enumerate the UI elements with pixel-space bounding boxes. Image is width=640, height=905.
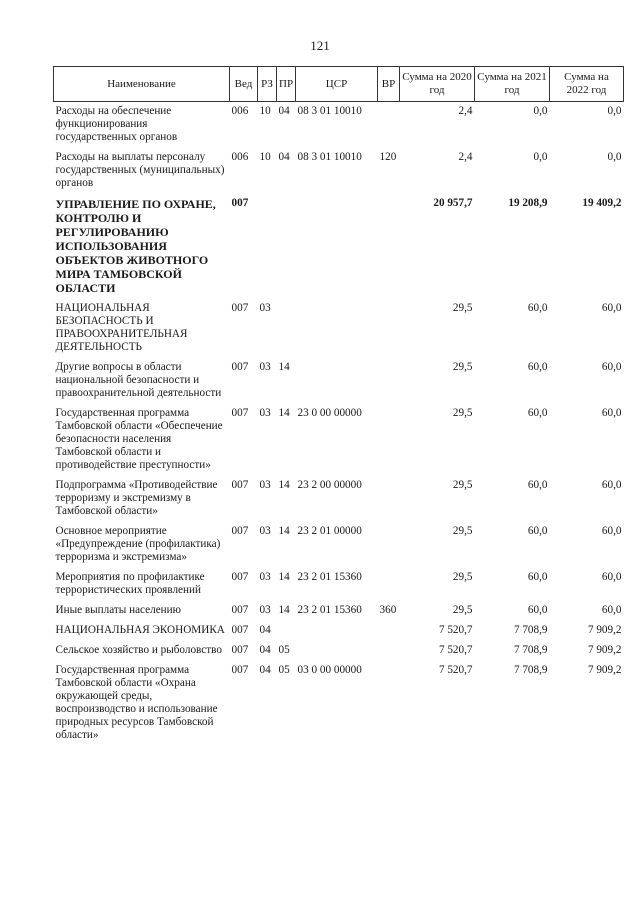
- row-sum-2020-cell: 2,4: [458, 105, 473, 117]
- row-vr-cell: 120: [379, 151, 397, 163]
- row-ved-cell: 007: [231, 197, 249, 209]
- row-pr-cell: [277, 621, 296, 641]
- row-name-cell: Подпрограмма «Противодействие терроризму и экстремизму в Тамбовской области»: [55, 479, 218, 517]
- row-csr-cell: 08 3 01 10010: [297, 151, 362, 163]
- row-csr-cell: [296, 621, 378, 641]
- row-csr-cell: 23 2 01 15360: [297, 571, 362, 583]
- row-csr-cell: [296, 358, 378, 404]
- row-rz-cell: 03: [259, 525, 271, 537]
- table-row: [54, 621, 624, 641]
- header-sum-2022: Сумма на 2022 год: [550, 67, 624, 102]
- row-csr-cell: [296, 194, 378, 299]
- row-vr-cell: [378, 476, 400, 522]
- row-sum-2022-cell: 60,0: [601, 604, 622, 616]
- row-name-cell: Государственная программа Тамбовской области «Охрана окружающей среды, воспроизводство и использование природных ресурсов Тамбовской области»: [55, 664, 218, 741]
- row-name-cell: Расходы на выплаты персоналу государственных (муниципальных) органов: [55, 151, 225, 189]
- row-rz-cell: 04: [259, 664, 271, 676]
- row-sum-2020-cell: 7 520,7: [438, 644, 473, 656]
- row-sum-2020-cell: 29,5: [452, 571, 473, 583]
- row-rz-cell: 03: [259, 302, 271, 314]
- row-sum-2021-cell: 7 708,9: [513, 624, 548, 636]
- row-csr-cell: 08 3 01 10010: [297, 105, 362, 117]
- row-name-cell: НАЦИОНАЛЬНАЯ ЭКОНОМИКА: [55, 624, 225, 636]
- row-name-cell: Иные выплаты населению: [55, 604, 181, 616]
- row-sum-2021-cell: 60,0: [527, 479, 548, 491]
- row-vr-cell: [378, 404, 400, 476]
- row-csr-cell: 23 2 01 15360: [297, 604, 362, 616]
- row-ved-cell: 007: [231, 644, 249, 656]
- row-rz-cell: 03: [259, 479, 271, 491]
- row-csr-cell: [296, 641, 378, 661]
- row-sum-2020-cell: 29,5: [452, 407, 473, 419]
- row-sum-2020-cell: 7 520,7: [438, 624, 473, 636]
- row-name-cell: Основное мероприятие «Предупреждение (профилактика) терроризма и экстремизма»: [55, 525, 221, 563]
- row-pr-cell: 05: [278, 664, 290, 676]
- row-name-cell: Сельское хозяйство и рыболовство: [55, 644, 222, 656]
- row-ved-cell: 007: [231, 407, 249, 419]
- row-sum-2020-cell: 29,5: [452, 479, 473, 491]
- row-rz-cell: 03: [259, 361, 271, 373]
- budget-table: [53, 66, 624, 746]
- row-sum-2021-cell: 0,0: [533, 105, 548, 117]
- row-sum-2020-cell: 20 957,7: [433, 197, 473, 209]
- row-sum-2022-cell: 19 409,2: [582, 197, 622, 209]
- table-row: [54, 299, 624, 358]
- row-sum-2021-cell: 60,0: [527, 604, 548, 616]
- row-vr-cell: [378, 194, 400, 299]
- row-sum-2022-cell: 60,0: [601, 361, 622, 373]
- table-row: [54, 641, 624, 661]
- table-row: [54, 568, 624, 601]
- row-ved-cell: 007: [231, 604, 249, 616]
- row-csr-cell: 23 0 00 00000: [297, 407, 362, 419]
- row-rz-cell: 03: [259, 604, 271, 616]
- row-name-cell: НАЦИОНАЛЬНАЯ БЕЗОПАСНОСТЬ И ПРАВООХРАНИТЕЛЬНАЯ ДЕЯТЕЛЬНОСТЬ: [55, 302, 188, 353]
- row-sum-2022-cell: 60,0: [601, 407, 622, 419]
- row-vr-cell: [378, 568, 400, 601]
- row-sum-2020-cell: 29,5: [452, 361, 473, 373]
- row-sum-2020-cell: 2,4: [458, 151, 473, 163]
- table-row: [54, 148, 624, 194]
- row-pr-cell: 14: [278, 361, 290, 373]
- row-pr-cell: 04: [278, 151, 290, 163]
- row-sum-2021-cell: 60,0: [527, 361, 548, 373]
- header-pr: ПР: [277, 67, 296, 102]
- table-header-row: [54, 67, 624, 102]
- row-vr-cell: [378, 621, 400, 641]
- header-ved: Вед: [230, 67, 258, 102]
- header-name: Наименование: [54, 67, 230, 102]
- row-sum-2021-cell: 19 208,9: [508, 197, 548, 209]
- row-sum-2021-cell: 60,0: [527, 525, 548, 537]
- row-vr-cell: [378, 641, 400, 661]
- row-rz-cell: 04: [259, 624, 271, 636]
- row-pr-cell: 14: [278, 571, 290, 583]
- row-csr-cell: 03 0 00 00000: [297, 664, 362, 676]
- row-rz-cell: 10: [259, 151, 271, 163]
- row-pr-cell: [277, 299, 296, 358]
- row-rz-cell: 03: [259, 571, 271, 583]
- row-sum-2021-cell: 60,0: [527, 302, 548, 314]
- row-pr-cell: 05: [278, 644, 290, 656]
- table-row: [54, 661, 624, 746]
- row-pr-cell: 14: [278, 525, 290, 537]
- row-sum-2022-cell: 0,0: [607, 151, 622, 163]
- row-sum-2022-cell: 60,0: [601, 525, 622, 537]
- row-sum-2021-cell: 7 708,9: [513, 664, 548, 676]
- table-row: [54, 102, 624, 149]
- row-pr-cell: [277, 194, 296, 299]
- row-ved-cell: 006: [231, 105, 249, 117]
- row-name-cell: Расходы на обеспечение функционирования государственных органов: [55, 105, 178, 143]
- header-vr: ВР: [378, 67, 400, 102]
- row-csr-cell: 23 2 01 00000: [297, 525, 362, 537]
- row-vr-cell: [378, 299, 400, 358]
- row-sum-2021-cell: 0,0: [533, 151, 548, 163]
- row-sum-2022-cell: 60,0: [601, 479, 622, 491]
- row-sum-2022-cell: 60,0: [601, 302, 622, 314]
- row-pr-cell: 14: [278, 604, 290, 616]
- header-rz: РЗ: [258, 67, 277, 102]
- row-sum-2021-cell: 60,0: [527, 407, 548, 419]
- table-row: [54, 476, 624, 522]
- row-csr-cell: [296, 299, 378, 358]
- row-sum-2020-cell: 7 520,7: [438, 664, 473, 676]
- row-ved-cell: 006: [231, 151, 249, 163]
- row-vr-cell: 360: [379, 604, 397, 616]
- row-name-cell: Другие вопросы в области национальной безопасности и правоохранительной деятельности: [55, 361, 222, 399]
- row-rz-cell: 04: [259, 644, 271, 656]
- row-csr-cell: 23 2 00 00000: [297, 479, 362, 491]
- row-ved-cell: 007: [231, 361, 249, 373]
- row-rz-cell: 03: [259, 407, 271, 419]
- row-sum-2022-cell: 7 909,2: [587, 664, 622, 676]
- table-row: [54, 358, 624, 404]
- page-number: 121: [310, 38, 330, 53]
- row-ved-cell: 007: [231, 525, 249, 537]
- table-row: [54, 194, 624, 299]
- row-ved-cell: 007: [231, 571, 249, 583]
- row-vr-cell: [378, 358, 400, 404]
- table-row: [54, 601, 624, 621]
- table-row: [54, 404, 624, 476]
- row-sum-2022-cell: 7 909,2: [587, 624, 622, 636]
- row-name-cell: УПРАВЛЕНИЕ ПО ОХРАНЕ, КОНТРОЛЮ И РЕГУЛИРОВАНИЮ ИСПОЛЬЗОВАНИЯ ОБЪЕКТОВ ЖИВОТНОГО МИРА ТАМБОВСКОЙ ОБЛАСТИ: [55, 197, 216, 295]
- row-pr-cell: 14: [278, 407, 290, 419]
- row-vr-cell: [378, 102, 400, 149]
- row-rz-cell: 10: [259, 105, 271, 117]
- header-csr: ЦСР: [296, 67, 378, 102]
- row-ved-cell: 007: [231, 664, 249, 676]
- header-sum-2020: Сумма на 2020 год: [400, 67, 475, 102]
- row-ved-cell: 007: [231, 479, 249, 491]
- row-sum-2020-cell: 29,5: [452, 525, 473, 537]
- row-sum-2022-cell: 60,0: [601, 571, 622, 583]
- row-vr-cell: [378, 522, 400, 568]
- row-rz-cell: [258, 194, 277, 299]
- row-sum-2021-cell: 60,0: [527, 571, 548, 583]
- row-sum-2022-cell: 0,0: [607, 105, 622, 117]
- row-name-cell: Мероприятия по профилактике террористических проявлений: [55, 571, 205, 596]
- row-ved-cell: 007: [231, 624, 249, 636]
- row-sum-2020-cell: 29,5: [452, 302, 473, 314]
- header-sum-2021: Сумма на 2021 год: [475, 67, 550, 102]
- row-sum-2022-cell: 7 909,2: [587, 644, 622, 656]
- table-row: [54, 522, 624, 568]
- row-sum-2021-cell: 7 708,9: [513, 644, 548, 656]
- table-body: [54, 102, 624, 747]
- row-pr-cell: 14: [278, 479, 290, 491]
- row-sum-2020-cell: 29,5: [452, 604, 473, 616]
- row-vr-cell: [378, 661, 400, 746]
- row-ved-cell: 007: [231, 302, 249, 314]
- row-name-cell: Государственная программа Тамбовской области «Обеспечение безопасности населения Тамбовской области и противодействие преступности»: [55, 407, 223, 471]
- row-pr-cell: 04: [278, 105, 290, 117]
